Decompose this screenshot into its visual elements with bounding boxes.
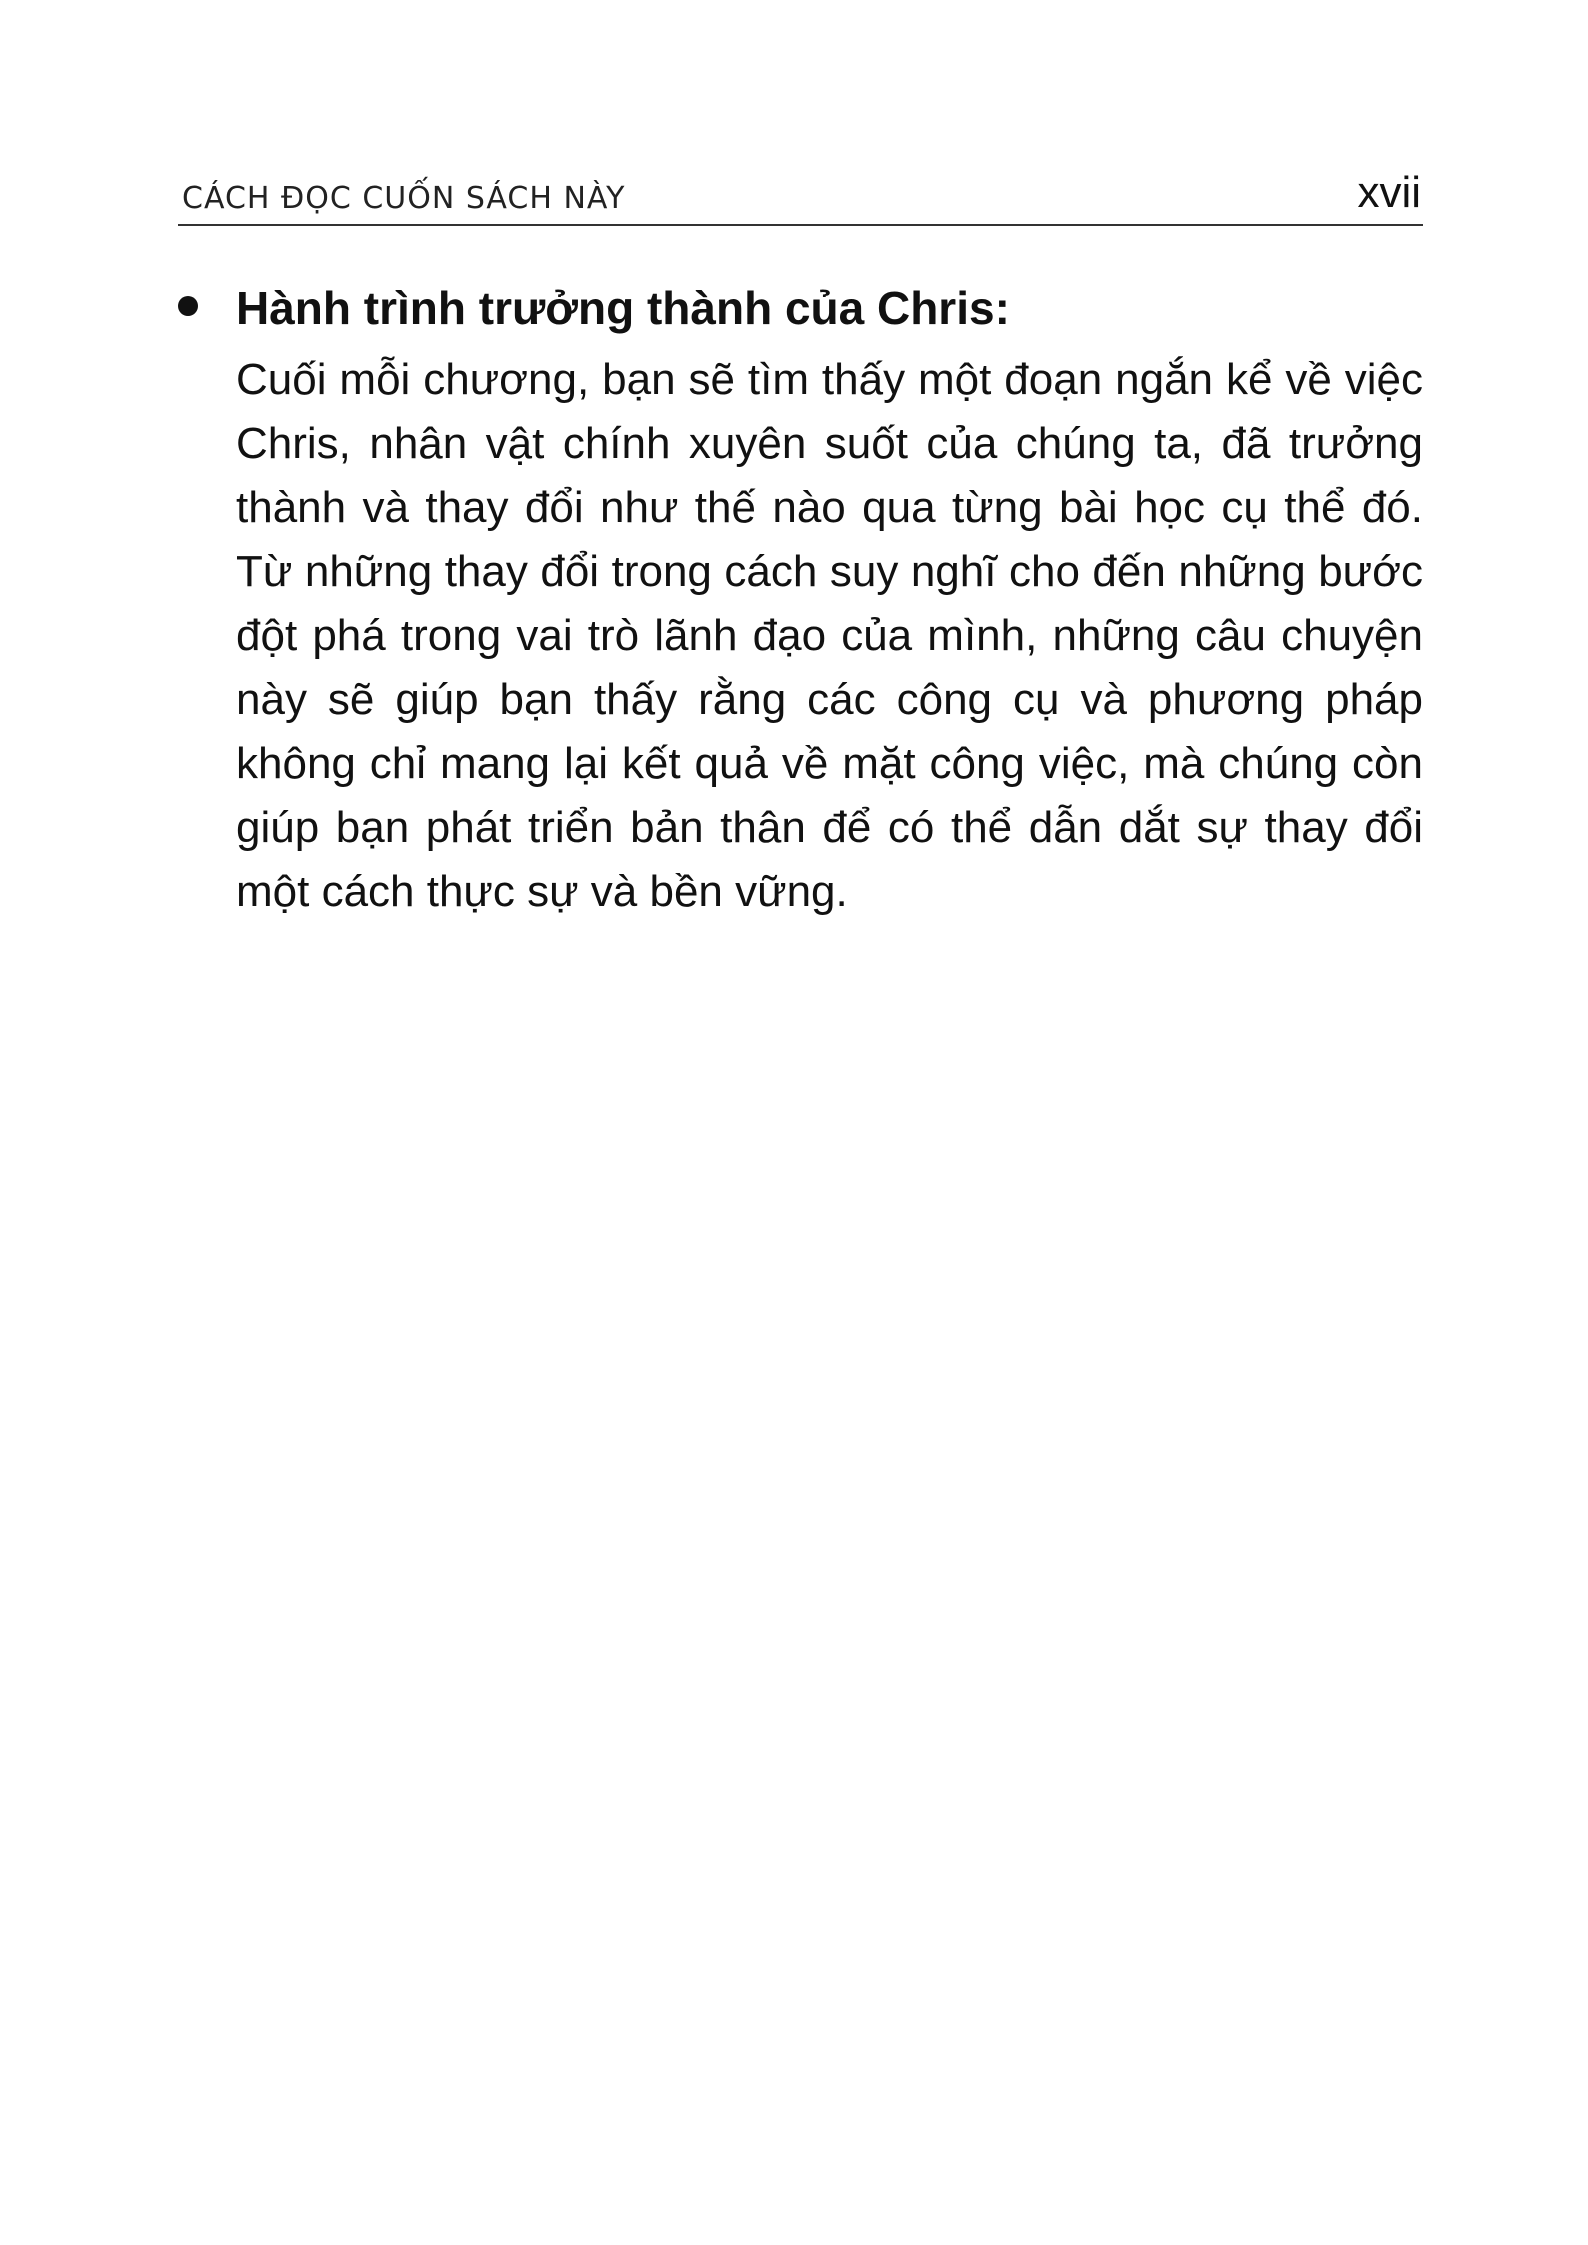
chapter-header-title: CÁCH ĐỌC CUỐN SÁCH NÀY — [182, 181, 626, 216]
running-header — [178, 168, 1423, 226]
page-content — [178, 280, 1423, 924]
bullet-body-paragraph: Cuối mỗi chương, bạn sẽ tìm thấy một đoạn ngắn kể về việc Chris, nhân vật chính xuyên suốt của chúng ta, đã trưởng thành và thay đổi như thế nào qua từng bài học cụ thể đó. Từ những thay đổi trong cách suy nghĩ cho đến những bước đột phá trong vai trò lãnh đạo của mình, những câu chuyện này sẽ giúp bạn thấy rằng các công cụ và phương pháp không chỉ mang lại kết quả về mặt công việc, mà chúng còn giúp bạn phát triển bản thân để có thể dẫn dắt sự thay đổi một cách thực sự và bền vững. — [236, 355, 1423, 916]
bullet-dot-icon — [178, 296, 198, 316]
bullet-title: Hành trình trưởng thành của Chris: — [236, 282, 1010, 334]
bullet-item — [178, 280, 1423, 924]
page-number: xvii — [1357, 168, 1421, 217]
